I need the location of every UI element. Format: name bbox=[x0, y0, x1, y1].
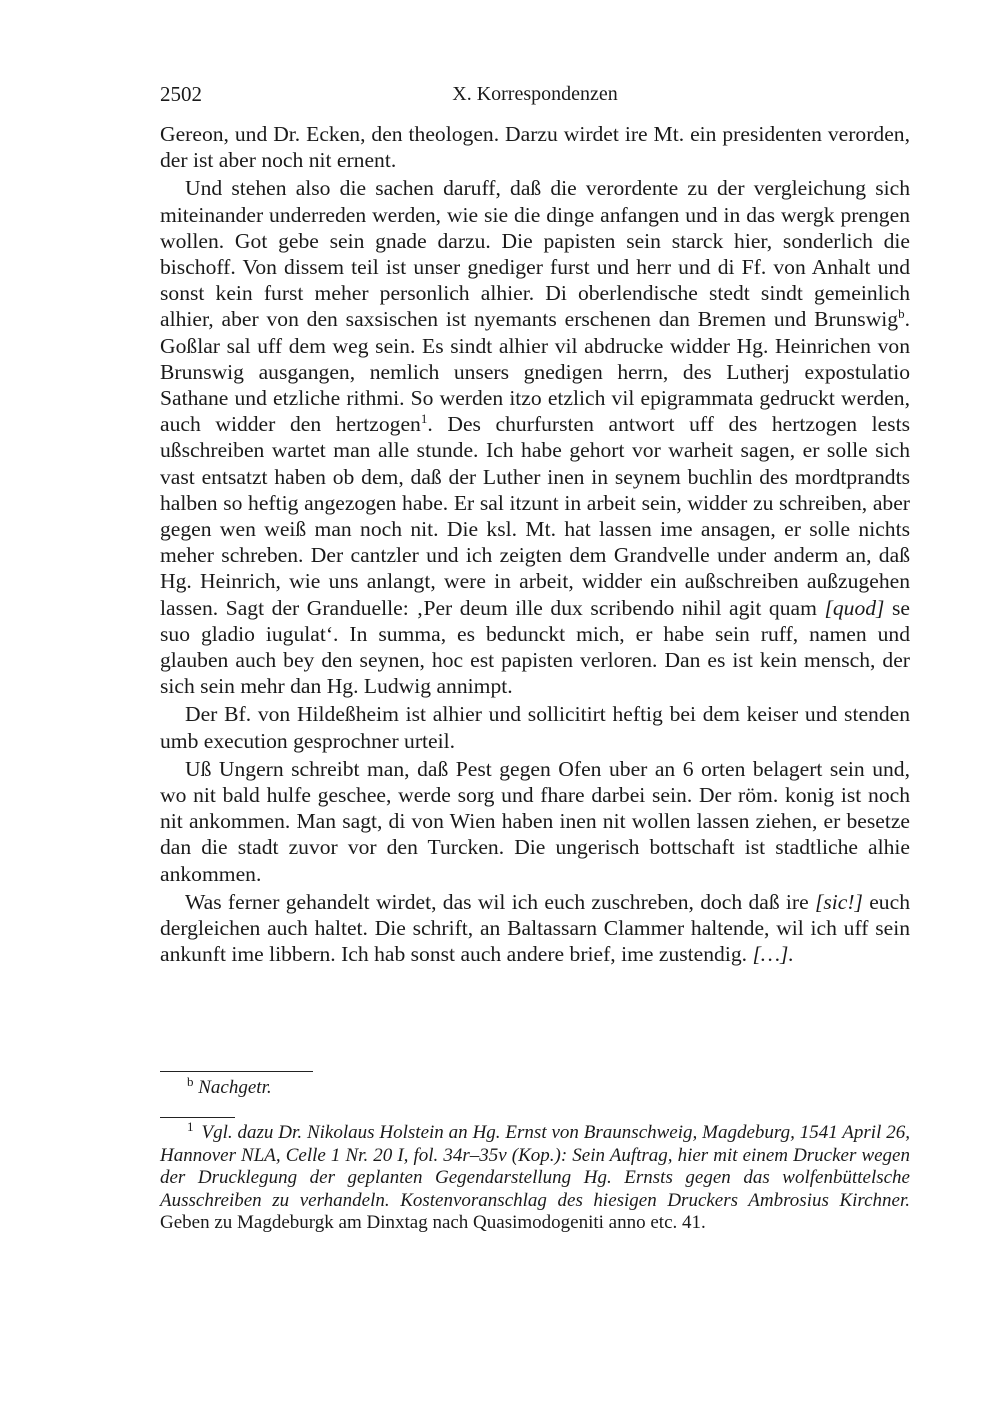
footnote-divider-commentary bbox=[160, 1117, 235, 1118]
footnote-ref-1[interactable]: 1 bbox=[420, 411, 428, 427]
paragraph-3-text: Der Bf. von Hildeßheim ist alhier und sollicitirt heftig bei dem keiser und stenden umb execution gesprochner urteil. bbox=[160, 702, 910, 753]
page-header bbox=[160, 80, 910, 108]
paragraph-5-text-b: euch dergleichen auch haltet. Die schrift, an Baltassarn Clammer haltende, wil ich uff sein ankunft ime libbern. Ich hab sonst auch andere brief, ime zustendig. bbox=[160, 889, 910, 967]
footnote-ref-b[interactable]: b bbox=[898, 306, 905, 322]
footnote-1 bbox=[160, 1119, 910, 1235]
paragraph-1 bbox=[160, 121, 910, 173]
footnote-1-roman-text: Geben zu Magdeburgk am Dinxtag nach Quasimodogeniti anno etc. 41. bbox=[160, 1212, 706, 1233]
paragraph-5 bbox=[160, 889, 910, 968]
paragraph-4 bbox=[160, 756, 910, 887]
paragraph-5-text-a: Was ferner gehandelt wirdet, das wil ich euch zuschreben, doch daß ire bbox=[185, 889, 815, 914]
paragraph-4-text: Uß Ungern schreibt man, daß Pest gegen Ofen uber an 6 orten belagert sein und, wo nit bald hulfe geschee, werde sorg und fhare darbei sein. Der röm. konig ist noch nit ankommen. Man sagt, di von Wien haben inen nit wollen lassen ziehen, er besetze dan die stadt zuvor vor den Turcken. Die ungerisch bottschaft ist stadtliche alhie ankommen. bbox=[160, 756, 910, 886]
paragraph-2-text-d: se suo gladio iugulat‘. In summa, es bedunckt mich, er habe sein ruff, namen und glauben auch bey den seynen, hoc est papisten verloren. Dan es ist kein mensch, der sich sein mehr dan Hg. Ludwig annimpt. bbox=[160, 595, 910, 699]
footnote-b-text: Nachgetr. bbox=[198, 1077, 272, 1098]
footnote-divider-apparatus bbox=[160, 1071, 313, 1072]
editorial-insertion-quod: [quod] bbox=[824, 595, 885, 620]
paragraph-2-text-c: . Des churfursten antwort uff des hertzogen lests ußschreiben wartet man alle stunde. Ich habe gehort vor warheit sagen, er solle sich vast entsatzt haben ob dem, daß der Luther inen in seynem buchlin des mordtprandts halben so heftig angezogen habe. Er sal itzunt in arbeit sein, widder zu schreiben, aber gegen wen weiß man noch nit. Die ksl. Mt. hat lassen ime ansagen, er solle nichts meher schreben. Der cantzler und ich zeigten dem Grandvelle under anderm an, daß Hg. Heinrich, wie uns anlangt, were in arbeit, widder ein außschreiben außzugehen lassen. Sagt der Granduelle: ‚Per deum ille dux scribendo nihil agit quam bbox=[160, 412, 910, 620]
editorial-note-sic: [sic!] bbox=[814, 889, 863, 914]
paragraph-2-text-b: . Goßlar sal uff dem weg sein. Es sindt alhier vil abdrucke widder Hg. Heinrichen von Brunswig ausgangen, nemlich unsers gnedigen herrn, des Lutherj expostulatio Sathane und etzliche rithmi. So werden itzo etzlich vil epigrammata gedruckt werden, auch widder den hertzogen bbox=[160, 307, 910, 437]
footnote-1-mark: 1 bbox=[187, 1119, 194, 1134]
paragraph-2-text-a: Und stehen also die sachen daruff, daß die verordente zu der vergleichung sich miteinander underreden werden, wie sie die dinge anfangen und in das wergk prengen wollen. Got gebe sein gnade darzu. Die papisten sein starck hier, sonderlich die bischoff. Von dissem teil ist unser gnediger furst und herr und di Ff. von Anhalt und sonst kein furst meher personlich alhier. Di oberlendische stedt sindt gemeinlich alhier, aber von den saxsischen ist nyemants erschenen dan Bremen und Brunswig bbox=[160, 176, 910, 332]
footnote-1-italic-text: Vgl. dazu Dr. Nikolaus Holstein an Hg. Ernst von Braunschweig, Magdeburg, 1541 April 26, Hannover NLA, Celle 1 Nr. 20 I, fol. 34r–35v (Kop.): Sein Auftrag, hier mit einem Drucker wegen der Drucklegung der geplanten Gegendarstellung Hg. Ernsts gegen das wolfenbüttelsche Ausschreiben zu verhandeln. Kostenvoranschlag des hiesigen Druckers Ambrosius Kirchner. bbox=[160, 1122, 910, 1211]
paragraph-3 bbox=[160, 701, 910, 753]
footnote-b bbox=[160, 1076, 910, 1100]
page-number: 2502 bbox=[160, 82, 202, 106]
running-head: X. Korrespondenzen bbox=[452, 83, 618, 105]
main-text bbox=[160, 121, 910, 968]
paragraph-2 bbox=[160, 175, 910, 699]
footnote-b-mark: b bbox=[187, 1074, 194, 1089]
editorial-ellipsis: […]. bbox=[752, 942, 794, 967]
paragraph-1-text: Gereon, und Dr. Ecken, den theologen. Darzu wirdet ire Mt. ein presidenten verorden, der ist aber noch nit ernent. bbox=[160, 122, 910, 173]
